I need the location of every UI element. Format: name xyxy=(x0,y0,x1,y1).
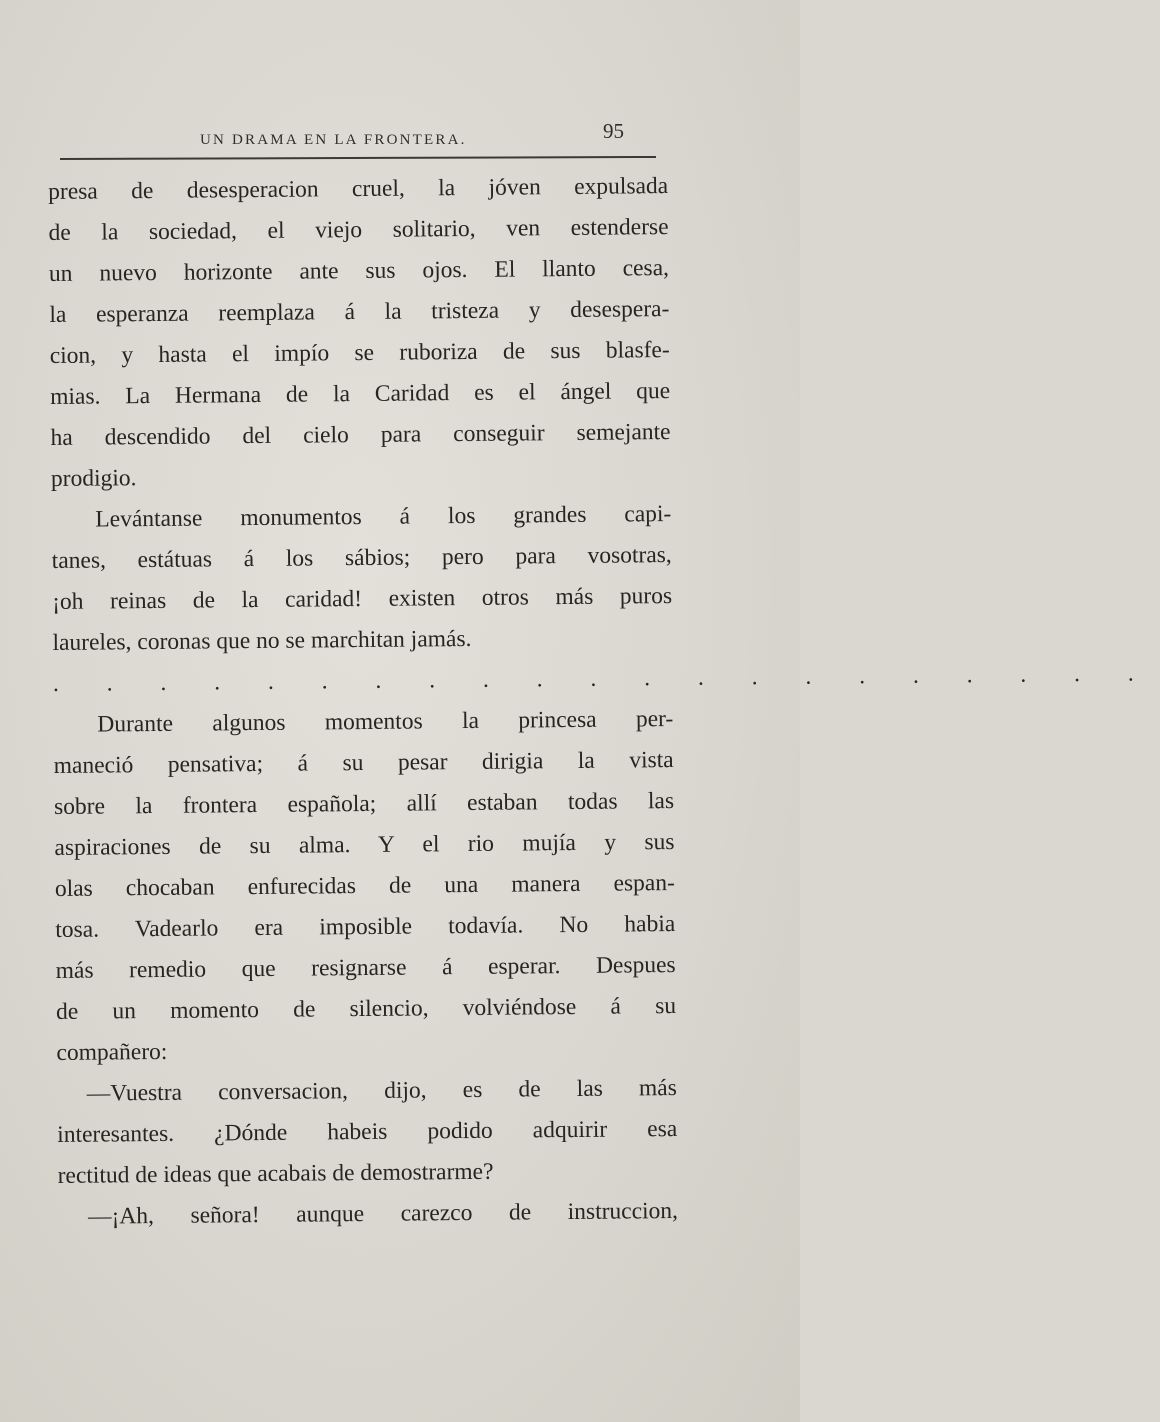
body-text xyxy=(48,166,1155,1238)
text-line: tosa. Vadearlo era imposible todavía. No habia xyxy=(55,911,676,943)
text-line: —¡Ah, señora! aunque carezco de instruccion, xyxy=(87,1198,679,1230)
text-line: prodigio. xyxy=(50,465,137,492)
text-line: más remedio que resignarse á esperar. Despues xyxy=(55,952,676,984)
text-line: aspiraciones de su alma. Y el rio mujía y sus xyxy=(54,829,675,861)
running-title: UN DRAMA EN LA FRONTERA. xyxy=(200,132,467,148)
text-line: Durante algunos momentos la princesa per- xyxy=(97,706,674,738)
text-line: laureles, coronas que no se marchitan jamás. xyxy=(52,625,472,656)
text-line: rectitud de ideas que acabais de demostrarme? xyxy=(57,1158,494,1189)
text-line: olas chocaban enfurecidas de una manera espan- xyxy=(54,870,675,902)
page-number: 95 xyxy=(603,119,624,143)
text-line: ¡oh reinas de la caridad! existen otros más puros xyxy=(52,583,673,615)
text-line: ha descendido del cielo para conseguir semejante xyxy=(50,419,671,451)
text-line: compañero: xyxy=(56,1038,168,1066)
text-line: mias. La Hermana de la Caridad es el ángel que xyxy=(50,378,671,410)
text-line: interesantes. ¿Dónde habeis podido adquirir esa xyxy=(57,1116,678,1148)
text-line: un nuevo horizonte ante sus ojos. El llanto cesa, xyxy=(48,255,670,287)
text-line: tanes, estátuas á los sábios; pero para vosotras, xyxy=(51,542,672,574)
section-separator-dots: . . . . . . . . . . . . . . . . . . . . . xyxy=(52,660,1155,697)
text-line: maneció pensativa; á su pesar dirigia la vista xyxy=(53,747,674,779)
text-line: de la sociedad, el viejo solitario, ven estenderse xyxy=(48,214,669,246)
text-line: sobre la frontera española; allí estaban todas las xyxy=(53,788,675,820)
text-line: —Vuestra conversacion, dijo, es de las más xyxy=(86,1075,677,1107)
text-line: la esperanza reemplaza á la tristeza y desespera- xyxy=(49,296,670,328)
header-rule xyxy=(60,156,656,160)
text-line: Levántanse monumentos á los grandes capi- xyxy=(95,501,672,533)
text-line: de un momento de silencio, volviéndose á su xyxy=(55,993,677,1025)
text-line: presa de desesperacion cruel, la jóven expulsada xyxy=(48,173,669,205)
text-line: cion, y hasta el impío se ruboriza de sus blasfe- xyxy=(49,337,670,369)
